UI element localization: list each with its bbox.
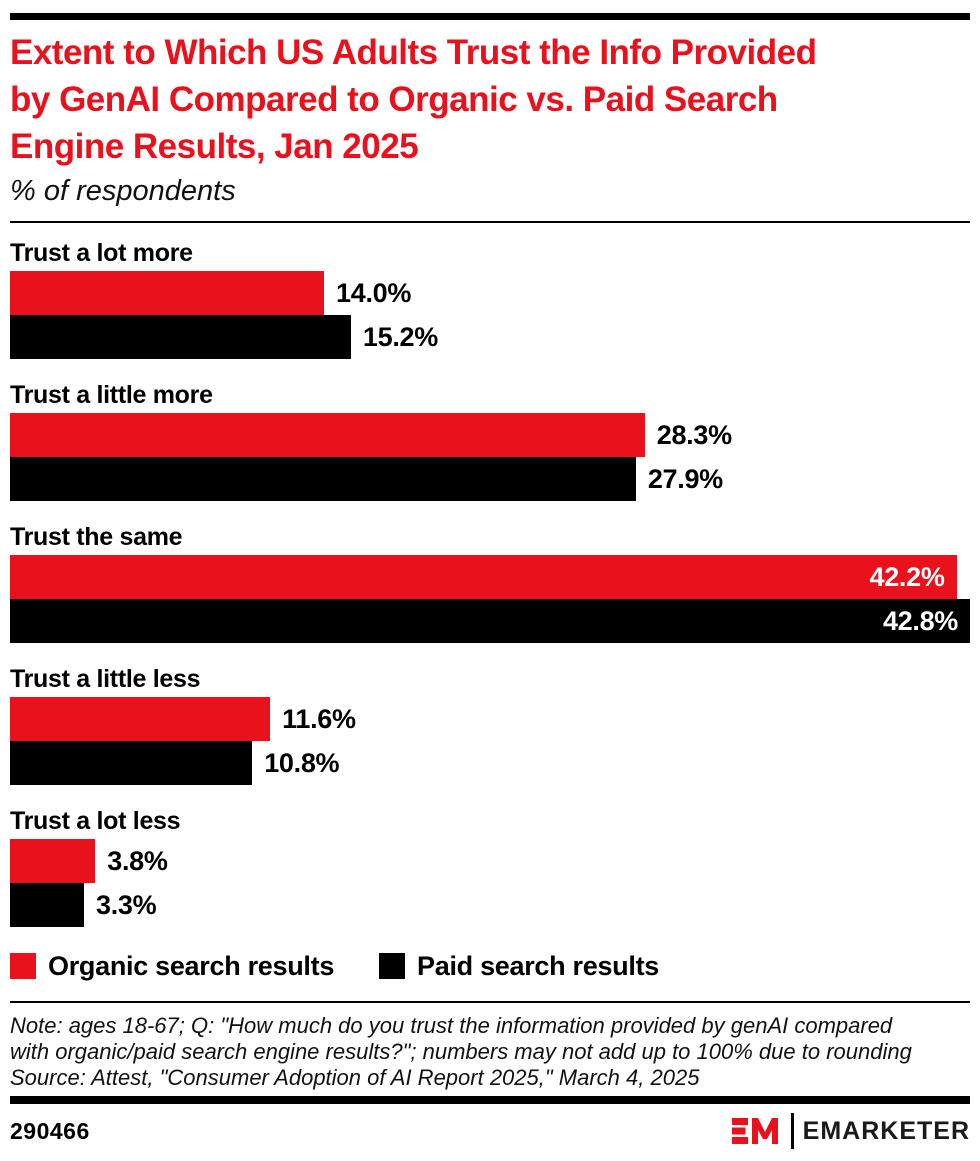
bar-group bbox=[10, 524, 970, 643]
bar-value-label: 3.8% bbox=[107, 845, 168, 876]
title-line-1: Extent to Which US Adults Trust the Info Provided bbox=[10, 33, 817, 72]
paid-swatch-icon bbox=[379, 953, 405, 979]
bar-group bbox=[10, 240, 970, 359]
organic-bar bbox=[10, 839, 95, 883]
organic-bar bbox=[10, 697, 270, 741]
bar-value-label: 42.2% bbox=[869, 561, 945, 592]
top-accent-bar bbox=[10, 13, 970, 20]
bar-row bbox=[10, 413, 970, 457]
title-line-3: Engine Results, Jan 2025 bbox=[10, 127, 419, 166]
footer-row bbox=[10, 1115, 970, 1147]
legend bbox=[10, 952, 970, 980]
bar-row bbox=[10, 315, 970, 359]
bar-value-label: 15.2% bbox=[362, 321, 438, 352]
bar-value-label: 11.6% bbox=[282, 703, 356, 734]
organic-bar bbox=[10, 555, 957, 599]
paid-bar bbox=[10, 741, 252, 785]
bar-value-label: 27.9% bbox=[647, 463, 723, 494]
category-label: Trust a lot more bbox=[10, 239, 193, 267]
brand-name: EMARKETER bbox=[802, 1116, 970, 1145]
bar-row bbox=[10, 697, 970, 741]
legend-label-paid: Paid search results bbox=[417, 950, 659, 981]
organic-swatch-icon bbox=[10, 953, 36, 979]
paid-bar bbox=[10, 599, 970, 643]
paid-bar bbox=[10, 315, 351, 359]
bar-value-label: 28.3% bbox=[656, 419, 732, 450]
note-text bbox=[10, 1013, 970, 1091]
bar-chart bbox=[10, 240, 970, 927]
legend-item-paid bbox=[379, 951, 659, 982]
note-line-1: Note: ages 18-67; Q: "How much do you trust the information provided by genAI compared bbox=[10, 1013, 893, 1038]
organic-bar bbox=[10, 271, 324, 315]
bar-value-label: 10.8% bbox=[264, 747, 340, 778]
chart-subtitle: % of respondents bbox=[10, 175, 236, 207]
bar-row bbox=[10, 457, 970, 501]
bar-value-label: 14.0% bbox=[336, 277, 412, 308]
category-label: Trust a little less bbox=[10, 665, 201, 693]
bar-row bbox=[10, 271, 970, 315]
category-label: Trust a little more bbox=[10, 381, 213, 409]
chart-card bbox=[0, 13, 980, 1147]
emarketer-em-logo-icon bbox=[732, 1117, 782, 1145]
organic-bar bbox=[10, 413, 645, 457]
bottom-accent-bar bbox=[10, 1096, 970, 1104]
bar-row bbox=[10, 741, 970, 785]
bar-row bbox=[10, 555, 970, 599]
category-label: Trust a lot less bbox=[10, 807, 181, 835]
bar-group bbox=[10, 382, 970, 501]
bar-value-label: 42.8% bbox=[882, 605, 958, 636]
brand-divider bbox=[791, 1113, 794, 1149]
paid-bar bbox=[10, 457, 636, 501]
bar-row bbox=[10, 599, 970, 643]
bar-value-label: 3.3% bbox=[96, 889, 157, 920]
title-line-2: by GenAI Compared to Organic vs. Paid Search bbox=[10, 80, 778, 119]
paid-bar bbox=[10, 883, 84, 927]
bar-group bbox=[10, 666, 970, 785]
legend-label-organic: Organic search results bbox=[48, 950, 335, 981]
chart-id: 290466 bbox=[10, 1117, 90, 1144]
header-divider bbox=[10, 221, 970, 223]
emarketer-brand bbox=[732, 1113, 970, 1149]
bar-row bbox=[10, 839, 970, 883]
bar-group bbox=[10, 808, 970, 927]
page-title bbox=[10, 29, 970, 170]
legend-item-organic bbox=[10, 951, 334, 982]
footer-divider bbox=[10, 1001, 970, 1003]
note-line-2: with organic/paid search engine results?"; numbers may not add up to 100% due to rounding bbox=[10, 1039, 912, 1064]
source-line: Source: Attest, "Consumer Adoption of AI Report 2025," March 4, 2025 bbox=[10, 1065, 700, 1090]
bar-row bbox=[10, 883, 970, 927]
category-label: Trust the same bbox=[10, 523, 183, 551]
